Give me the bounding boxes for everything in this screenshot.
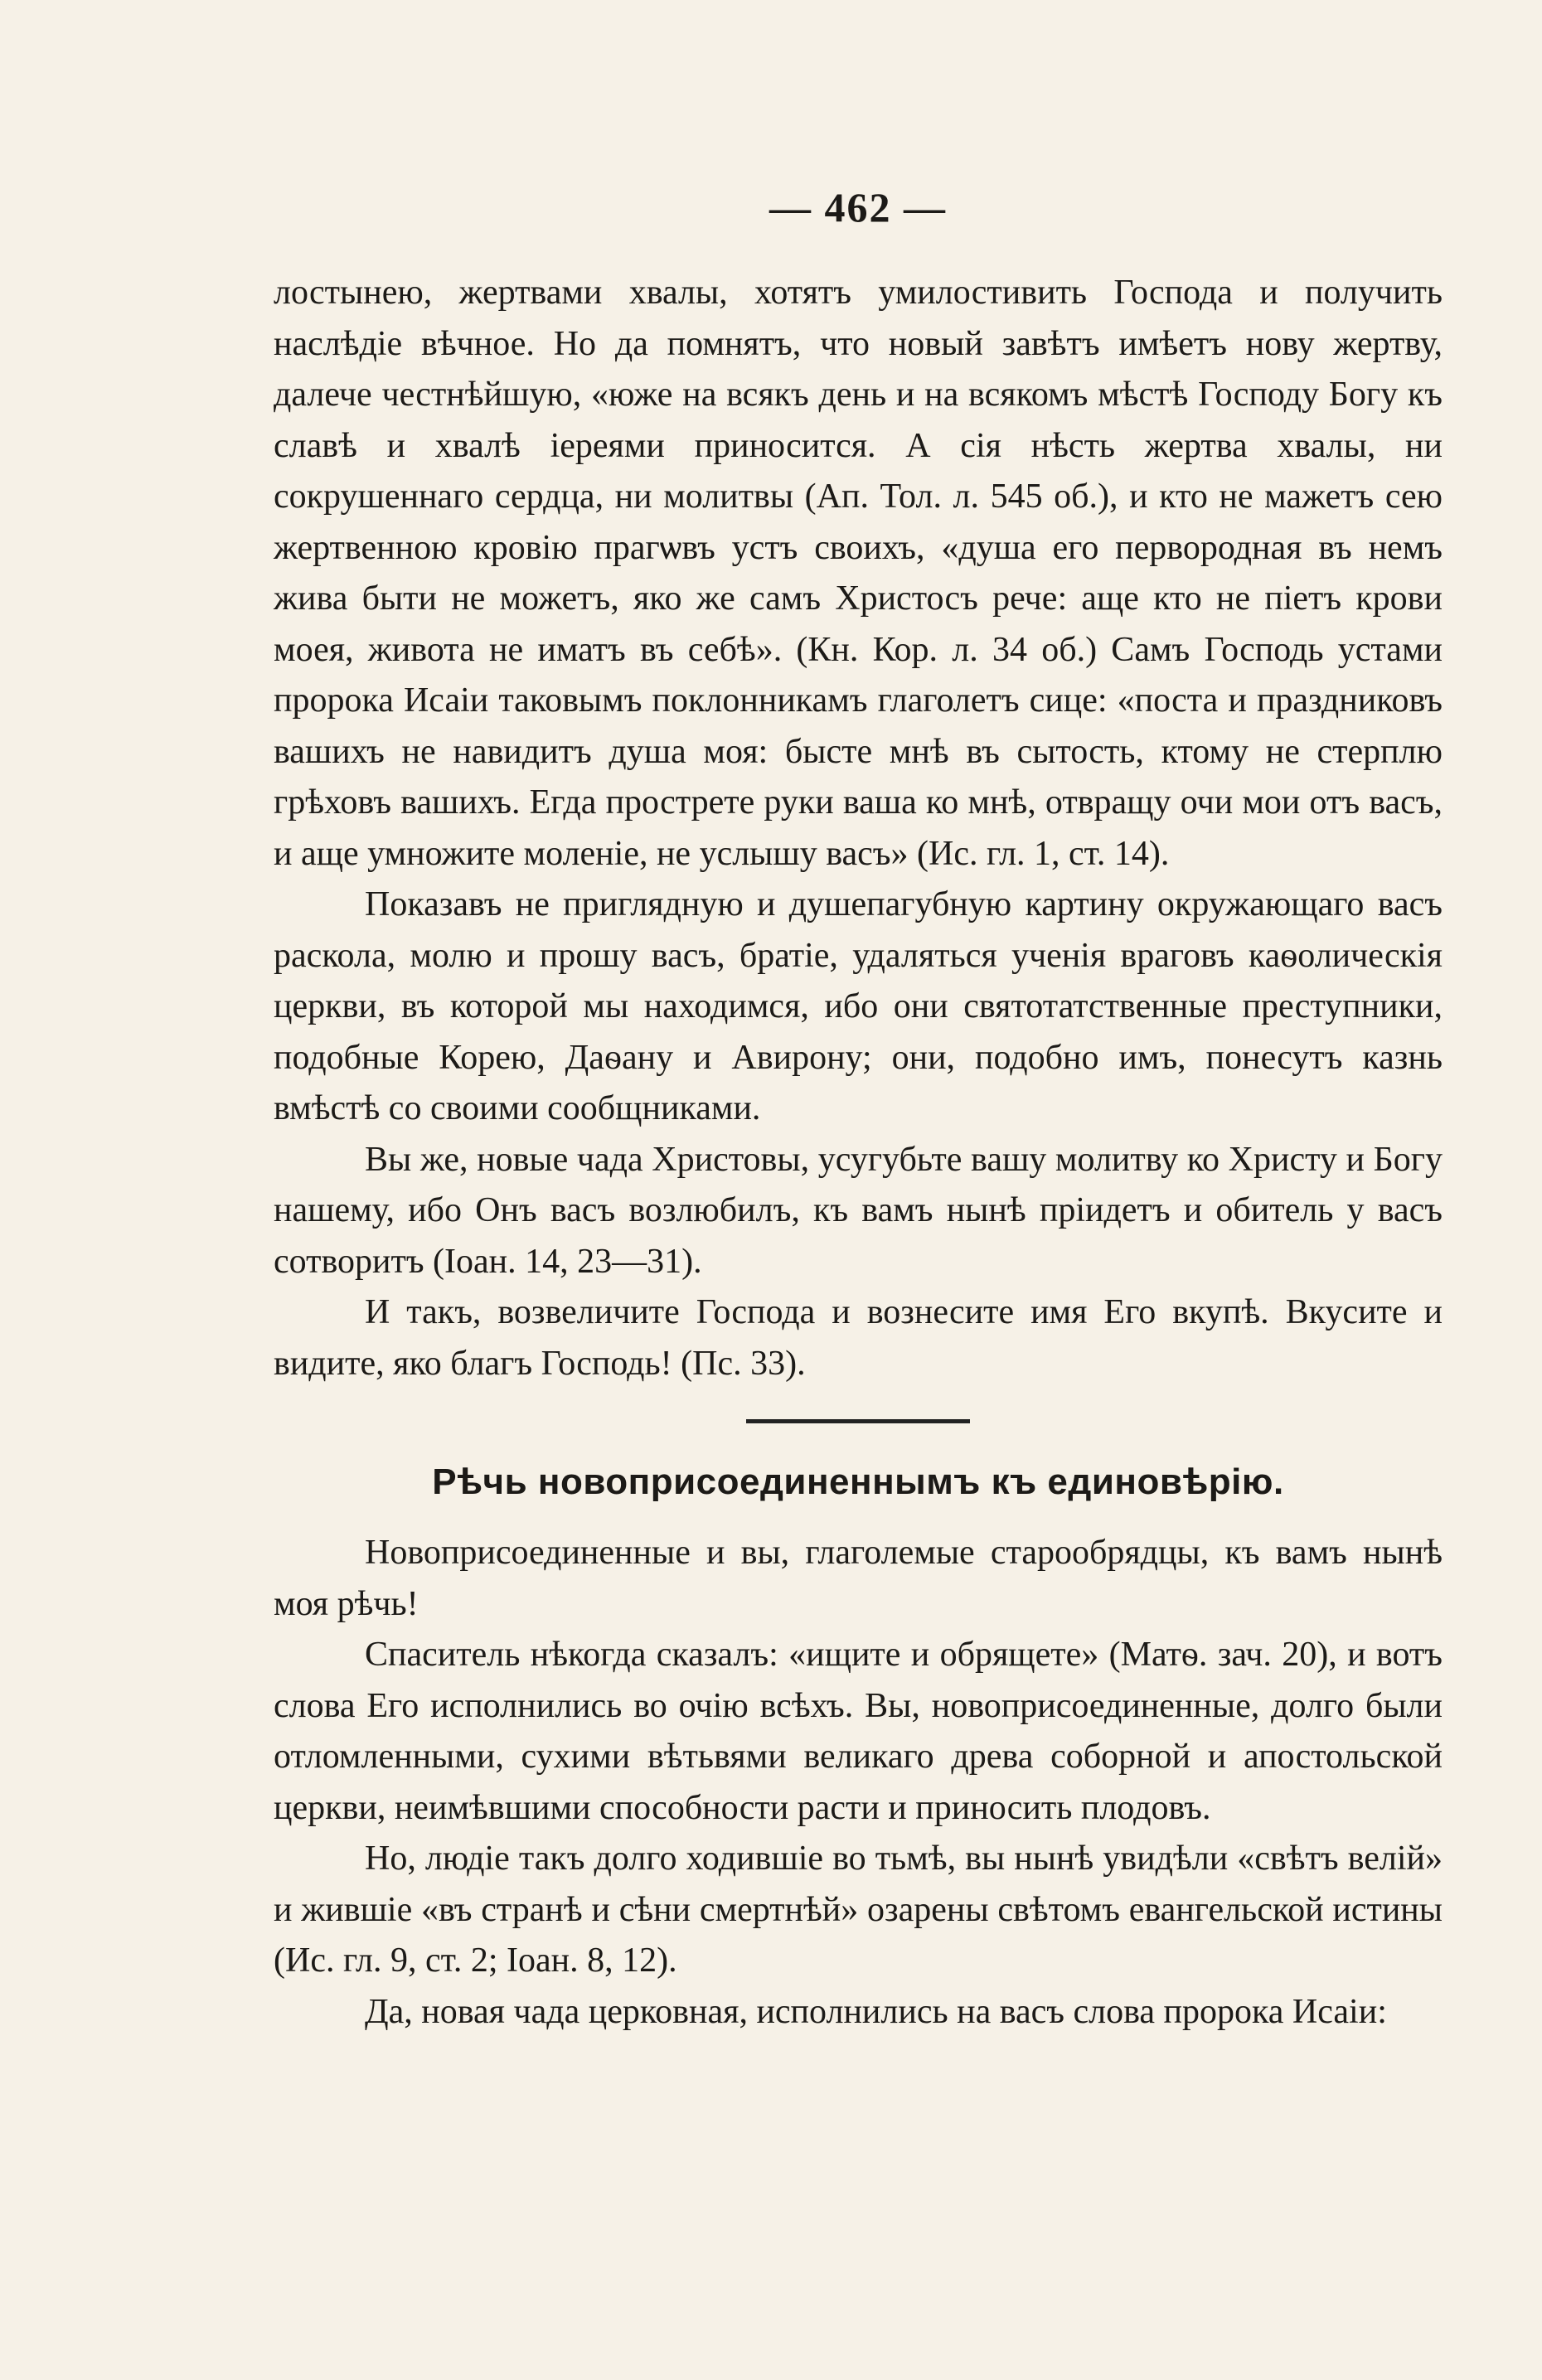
paragraph-1-4: И такъ, возвеличите Господа и вознесите имя Его вкупѣ. Вкусите и видите, яко благъ Господь! (Пс. 33).: [274, 1293, 1443, 1383]
paragraph-2-3: Но, людіе такъ долго ходившіе во тьмѣ, вы нынѣ увидѣли «свѣтъ велій» и жившіе «въ странѣ и сѣни смертнѣй» озарены свѣтомъ евангельской истины (Ис. гл. 9, ст. 2; Іоан. 8, 12).: [274, 1840, 1443, 1980]
paragraph-2-1: Новоприсоединенные и вы, глаголемые старообрядцы, къ вамъ нынѣ моя рѣчь!: [274, 1534, 1443, 1623]
paragraph-1-3: Вы же, новые чада Христовы, усугубьте вашу молитву ко Христу и Богу нашему, ибо Онъ васъ возлюбилъ, къ вамъ нынѣ пріидетъ и обитель у васъ сотворитъ (Іоан. 14, 23—31).: [274, 1140, 1443, 1281]
paragraph-1-2: Показавъ не приглядную и душепагубную картину окружающаго васъ раскола, молю и прошу васъ, братіе, удаляться ученія враговъ каѳолическія церкви, въ которой мы находимся, ибо они святотатственные преступники, подобные Корею, Даѳану и Авирону; они, подобно имъ, понесутъ казнь вмѣстѣ со своими сообщниками.: [274, 885, 1443, 1127]
section-divider: [746, 1419, 970, 1423]
paragraph-2-2: Спаситель нѣкогда сказалъ: «ищите и обрящете» (Матѳ. зач. 20), и вотъ слова Его исполнились во очію всѣхъ. Вы, новоприсоединенные, долго были отломленными, сухими вѣтьвями великаго древа соборной и апостольской церкви, неимѣвшими способности расти и приносить плодовъ.: [274, 1636, 1443, 1827]
paragraph-2-4: Да, новая чада церковная, исполнились на васъ слова пророка Исаіи:: [365, 1992, 1387, 2031]
section-1: [274, 268, 1443, 1389]
section-2: [274, 1528, 1443, 2038]
page-content: [274, 178, 1443, 2038]
paragraph-1-1: лостынею, жертвами хвалы, хотятъ умилостивить Господа и получить наслѣдіе вѣчное. Но да помнятъ, что новый завѣтъ имѣетъ нову жертву, далече честнѣйшую, «юже на всякъ день и на всякомъ мѣстѣ Господу Богу къ славѣ и хвалѣ іереями приносится. А сія нѣсть жертва хвалы, ни сокрушеннаго сердца, ни молитвы (Ап. Тол. л. 545 об.), и кто не мажетъ сею жертвенною кровію прагѡвъ устъ своихъ, «душа его первородная въ немъ жива быти не можетъ, яко же самъ Христосъ рече: аще кто не піетъ крови моея, живота не иматъ въ себѣ». (Кн. Кор. л. 34 об.) Самъ Господь устами пророка Исаіи таковымъ поклонникамъ глаголетъ сице: «поста и праздниковъ вашихъ не навидитъ душа моя: бысте мнѣ въ сытость, ктому не стерплю грѣховъ вашихъ. Егда прострете руки ваша ко мнѣ, отвращу очи мои отъ васъ, и аще умножите моленіе, не услышу васъ» (Ис. гл. 1, ст. 14).: [274, 274, 1443, 873]
page-number: — 462 —: [769, 184, 947, 230]
section-heading: Рѣчь новоприсоединеннымъ къ единовѣрію.: [432, 1461, 1284, 1502]
